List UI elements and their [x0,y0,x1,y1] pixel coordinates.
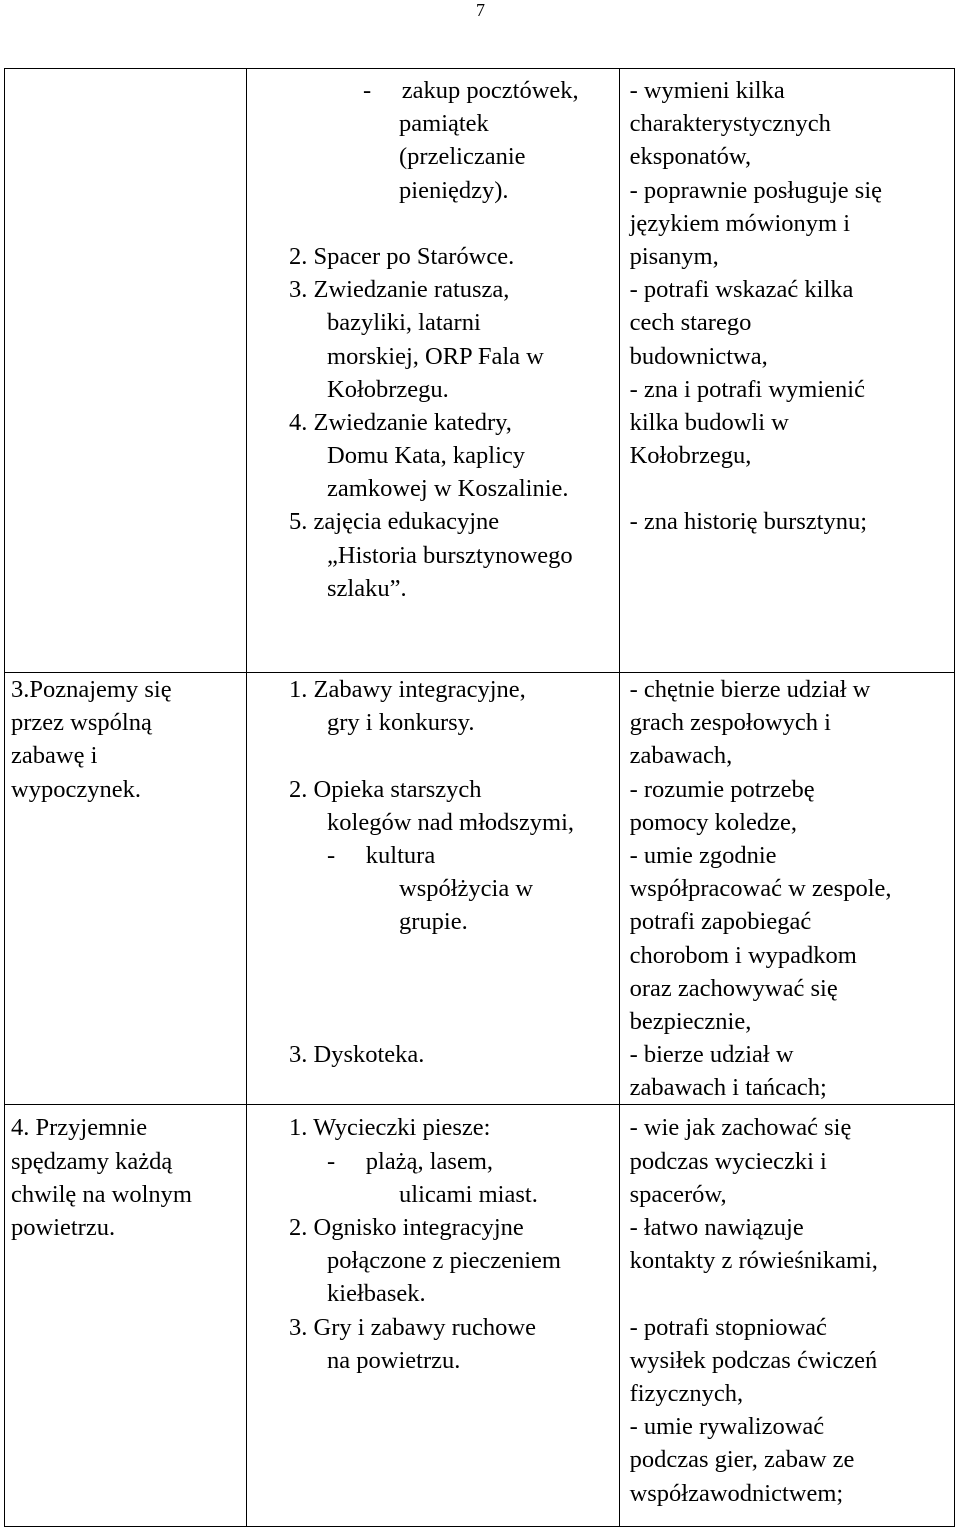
text-line: Domu Kata, kaplicy [327,442,526,470]
text-line: zamkowej w Koszalinie. [327,475,569,503]
text-line: „Historia bursztynowego [327,541,573,569]
text-line: przez wspólną [11,709,152,737]
text-line: - chętnie bierze udział w [629,676,871,703]
text-line: oraz zachowywać się [629,974,838,1002]
text-line: na powietrzu. [327,1346,461,1374]
table-row [5,69,955,673]
text-line: pisanym, [629,242,719,270]
text-line: spacerów, [629,1180,727,1208]
text-line: - bierze udział w [629,1041,794,1069]
text-line: 1. Wycieczki piesze: [289,1114,491,1142]
text-line: kilka budowli w [629,408,789,436]
text-line: połączone z pieczeniem [327,1247,561,1275]
text-line: 5. zajęcia edukacyjne [289,508,500,536]
text-line: fizycznych, [629,1379,744,1407]
text-line: budownictwa, [629,342,768,370]
text-line: - poprawnie posługuje się [629,176,883,204]
text-line: charakterystycznych [629,110,831,138]
text-line: grupie. [399,908,468,936]
text-line: 2. Spacer po Starówce. [289,242,515,270]
text-line: kolegów nad młodszymi, [327,808,575,836]
text-line: - łatwo nawiązuje [629,1214,804,1241]
text-line: - wymieni kilka [629,77,785,104]
text-line: cech starego [629,309,752,337]
text-line: 3. Dyskoteka. [289,1041,425,1069]
text-line [630,1277,954,1310]
text-line: pomocy koledze, [629,808,797,836]
text-line: językiem mówionym i [629,209,851,237]
text-line: współpracować w zespole, [629,875,892,903]
text-line: zabawach, [629,742,733,770]
text-line: - umie zgodnie [629,841,777,869]
text-line [247,972,619,1005]
text-line: morskiej, ORP Fala w [327,342,544,370]
text-line: 3. Gry i zabawy ruchowe [289,1313,536,1341]
table-row [5,1105,955,1527]
text-line: 1. Zabawy integracyjne, [289,676,526,703]
text-line: kiełbasek. [327,1280,426,1308]
goal-cell [5,69,247,673]
text-line: potrafi zapobiegać [629,908,812,936]
text-line: - rozumie potrzebę [629,775,815,803]
text-line: współzawodnictwem; [629,1479,844,1507]
text-line: - zna historię bursztynu; [629,508,868,536]
text-line: - umie rywalizować [629,1413,825,1441]
goal-cell [5,1105,247,1527]
text-line: - plażą, lasem, [327,1147,494,1175]
text-line: chwilę na wolnym [11,1180,192,1208]
text-line: 4. Przyjemnie [11,1114,148,1142]
text-line: - potrafi wskazać kilka [629,276,854,304]
text-line: szlaku”. [327,574,407,602]
curriculum-table [4,68,955,1527]
page-number: 7 [476,0,485,20]
text-line: pieniędzy). [399,176,509,204]
text-line: bazyliki, latarni [327,309,481,337]
text-line: zabawach i tańcach; [629,1074,827,1102]
text-line: spędzamy każdą [11,1147,173,1175]
outcomes-cell [619,673,954,1105]
text-line: grach zespołowych i [629,709,831,737]
activities-cell [247,1105,620,1527]
activities-cell [247,673,620,1105]
outcomes-cell [619,69,954,673]
text-line: zabawę i [11,742,98,770]
goal-cell [5,673,247,1105]
text-line: Kołobrzegu, [629,442,752,470]
text-line [247,739,619,772]
text-line [630,472,954,505]
text-line: chorobom i wypadkom [629,941,857,969]
text-line: - kultura [327,841,436,869]
text-line: eksponatów, [629,143,752,171]
text-line [247,939,619,972]
text-line: Kołobrzegu. [327,375,449,403]
text-line: podczas gier, zabaw ze [629,1446,855,1474]
text-line: współżycia w [399,875,534,903]
text-line: - wie jak zachować się [629,1114,852,1142]
text-line: kontakty z rówieśnikami, [629,1247,878,1275]
text-line: wysiłek podczas ćwiczeń [629,1346,878,1374]
activities-cell [247,69,620,673]
text-line: 3. Zwiedzanie ratusza, [289,276,510,304]
text-line: 2. Ognisko integracyjne [289,1214,524,1241]
text-line: wypoczynek. [11,775,141,803]
text-line [247,1005,619,1038]
text-line: - potrafi stopniować [629,1313,827,1341]
text-line: (przeliczanie [399,143,526,171]
text-line: 2. Opieka starszych [289,775,482,803]
table-row [5,673,955,1105]
text-line: ulicami miast. [399,1180,538,1208]
text-line: 3.Poznajemy się [11,676,172,703]
text-line: 4. Zwiedzanie katedry, [289,408,512,436]
text-line: bezpiecznie, [629,1007,752,1035]
text-line: podczas wycieczki i [629,1147,827,1175]
text-line: powietrzu. [11,1214,116,1241]
text-line [247,207,619,240]
text-line: pamiątek [399,110,489,138]
text-line: - zna i potrafi wymienić [629,375,865,403]
text-line: gry i konkursy. [327,709,475,737]
text-line: - zakup pocztówek, [363,77,579,104]
outcomes-cell [619,1105,954,1527]
